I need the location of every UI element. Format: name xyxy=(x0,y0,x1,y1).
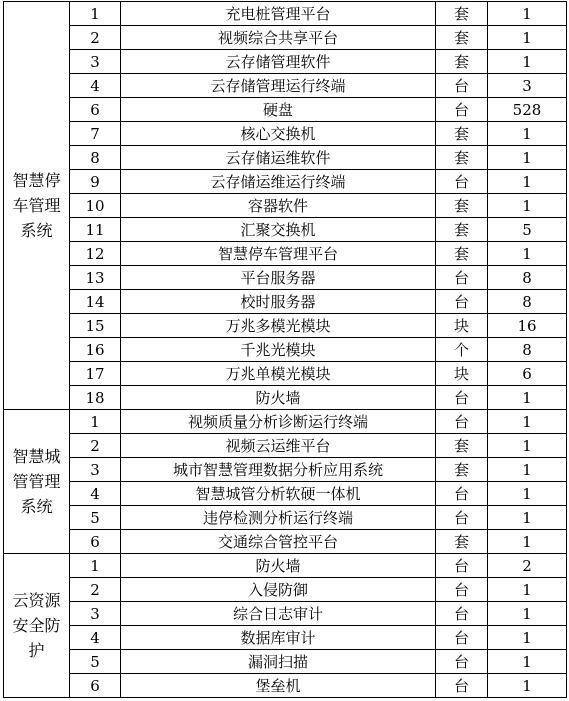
item-unit: 块 xyxy=(436,314,488,338)
item-unit: 台 xyxy=(436,482,488,506)
row-number: 16 xyxy=(70,338,121,362)
item-name: 城市智慧管理数据分析应用系统 xyxy=(121,458,436,482)
item-name: 综合日志审计 xyxy=(121,602,436,626)
item-name: 千兆光模块 xyxy=(121,338,436,362)
system-group-name: 智慧停车管理系统 xyxy=(4,2,70,410)
item-unit: 套 xyxy=(436,50,488,74)
system-group-name: 云资源安全防护 xyxy=(4,554,70,698)
row-number: 4 xyxy=(70,626,121,650)
row-number: 2 xyxy=(70,578,121,602)
item-name: 漏洞扫描 xyxy=(121,650,436,674)
item-unit: 套 xyxy=(436,434,488,458)
system-group-name: 智慧城管管理系统 xyxy=(4,410,70,554)
row-number: 5 xyxy=(70,650,121,674)
row-number: 4 xyxy=(70,482,121,506)
item-quantity: 1 xyxy=(488,410,567,434)
row-number: 3 xyxy=(70,458,121,482)
item-name: 万兆多模光模块 xyxy=(121,314,436,338)
item-name: 云存储运维运行终端 xyxy=(121,170,436,194)
item-quantity: 1 xyxy=(488,122,567,146)
table-row xyxy=(4,146,567,170)
table-row xyxy=(4,626,567,650)
table-row xyxy=(4,50,567,74)
item-unit: 个 xyxy=(436,338,488,362)
row-number: 14 xyxy=(70,290,121,314)
table-row xyxy=(4,482,567,506)
row-number: 3 xyxy=(70,602,121,626)
item-unit: 台 xyxy=(436,98,488,122)
item-quantity: 8 xyxy=(488,266,567,290)
item-name: 容器软件 xyxy=(121,194,436,218)
row-number: 2 xyxy=(70,434,121,458)
item-name: 防火墙 xyxy=(121,554,436,578)
table-row xyxy=(4,554,567,578)
table-row xyxy=(4,26,567,50)
item-quantity: 1 xyxy=(488,2,567,26)
item-quantity: 1 xyxy=(488,530,567,554)
row-number: 1 xyxy=(70,554,121,578)
table-row xyxy=(4,458,567,482)
item-unit: 台 xyxy=(436,410,488,434)
item-unit: 套 xyxy=(436,146,488,170)
row-number: 11 xyxy=(70,218,121,242)
item-unit: 套 xyxy=(436,530,488,554)
table-row xyxy=(4,2,567,26)
row-number: 8 xyxy=(70,146,121,170)
item-quantity: 1 xyxy=(488,146,567,170)
table-row xyxy=(4,290,567,314)
item-quantity: 6 xyxy=(488,362,567,386)
row-number: 7 xyxy=(70,122,121,146)
item-quantity: 1 xyxy=(488,242,567,266)
item-unit: 套 xyxy=(436,242,488,266)
row-number: 9 xyxy=(70,170,121,194)
item-quantity: 1 xyxy=(488,578,567,602)
table-row xyxy=(4,506,567,530)
table-row xyxy=(4,650,567,674)
item-name: 视频综合共享平台 xyxy=(121,26,436,50)
item-name: 入侵防御 xyxy=(121,578,436,602)
table-row xyxy=(4,578,567,602)
table-row xyxy=(4,122,567,146)
equipment-table-body xyxy=(4,2,567,698)
item-quantity: 1 xyxy=(488,482,567,506)
table-row xyxy=(4,314,567,338)
row-number: 5 xyxy=(70,506,121,530)
row-number: 4 xyxy=(70,74,121,98)
table-row xyxy=(4,434,567,458)
item-unit: 台 xyxy=(436,674,488,698)
item-quantity: 1 xyxy=(488,50,567,74)
item-unit: 套 xyxy=(436,218,488,242)
row-number: 15 xyxy=(70,314,121,338)
item-quantity: 1 xyxy=(488,626,567,650)
item-unit: 台 xyxy=(436,266,488,290)
item-unit: 台 xyxy=(436,554,488,578)
item-unit: 台 xyxy=(436,506,488,530)
item-name: 云存储管理软件 xyxy=(121,50,436,74)
table-row xyxy=(4,362,567,386)
item-name: 云存储管理运行终端 xyxy=(121,74,436,98)
row-number: 6 xyxy=(70,98,121,122)
item-unit: 套 xyxy=(436,26,488,50)
item-quantity: 1 xyxy=(488,506,567,530)
item-unit: 块 xyxy=(436,362,488,386)
item-name: 云存储运维软件 xyxy=(121,146,436,170)
item-name: 充电桩管理平台 xyxy=(121,2,436,26)
row-number: 12 xyxy=(70,242,121,266)
table-row xyxy=(4,194,567,218)
item-unit: 台 xyxy=(436,74,488,98)
item-name: 硬盘 xyxy=(121,98,436,122)
item-unit: 台 xyxy=(436,650,488,674)
item-unit: 套 xyxy=(436,194,488,218)
item-unit: 台 xyxy=(436,386,488,410)
item-name: 智慧停车管理平台 xyxy=(121,242,436,266)
item-quantity: 1 xyxy=(488,434,567,458)
item-name: 校时服务器 xyxy=(121,290,436,314)
row-number: 6 xyxy=(70,530,121,554)
item-quantity: 1 xyxy=(488,386,567,410)
item-unit: 套 xyxy=(436,122,488,146)
item-quantity: 1 xyxy=(488,602,567,626)
table-row xyxy=(4,98,567,122)
item-quantity: 1 xyxy=(488,26,567,50)
item-unit: 台 xyxy=(436,626,488,650)
item-unit: 台 xyxy=(436,602,488,626)
item-quantity: 1 xyxy=(488,458,567,482)
item-quantity: 8 xyxy=(488,338,567,362)
row-number: 6 xyxy=(70,674,121,698)
item-name: 数据库审计 xyxy=(121,626,436,650)
item-name: 平台服务器 xyxy=(121,266,436,290)
item-quantity: 5 xyxy=(488,218,567,242)
table-row xyxy=(4,170,567,194)
item-quantity: 1 xyxy=(488,170,567,194)
item-quantity: 2 xyxy=(488,554,567,578)
row-number: 10 xyxy=(70,194,121,218)
row-number: 13 xyxy=(70,266,121,290)
row-number: 17 xyxy=(70,362,121,386)
table-row xyxy=(4,242,567,266)
table-row xyxy=(4,74,567,98)
item-name: 核心交换机 xyxy=(121,122,436,146)
item-unit: 套 xyxy=(436,2,488,26)
item-name: 万兆单模光模块 xyxy=(121,362,436,386)
item-name: 防火墙 xyxy=(121,386,436,410)
item-quantity: 3 xyxy=(488,74,567,98)
item-quantity: 528 xyxy=(488,98,567,122)
table-row xyxy=(4,602,567,626)
row-number: 18 xyxy=(70,386,121,410)
item-quantity: 1 xyxy=(488,650,567,674)
item-quantity: 1 xyxy=(488,194,567,218)
item-name: 违停检测分析运行终端 xyxy=(121,506,436,530)
item-quantity: 16 xyxy=(488,314,567,338)
row-number: 3 xyxy=(70,50,121,74)
equipment-table xyxy=(3,1,567,698)
table-row xyxy=(4,266,567,290)
row-number: 1 xyxy=(70,2,121,26)
item-unit: 台 xyxy=(436,290,488,314)
item-name: 交通综合管控平台 xyxy=(121,530,436,554)
table-row xyxy=(4,218,567,242)
item-name: 智慧城管分析软硬一体机 xyxy=(121,482,436,506)
item-unit: 套 xyxy=(436,458,488,482)
row-number: 2 xyxy=(70,26,121,50)
item-name: 视频质量分析诊断运行终端 xyxy=(121,410,436,434)
item-name: 堡垒机 xyxy=(121,674,436,698)
item-unit: 台 xyxy=(436,578,488,602)
item-quantity: 8 xyxy=(488,290,567,314)
table-row xyxy=(4,386,567,410)
row-number: 1 xyxy=(70,410,121,434)
item-name: 汇聚交换机 xyxy=(121,218,436,242)
item-name: 视频云运维平台 xyxy=(121,434,436,458)
item-quantity: 1 xyxy=(488,674,567,698)
table-row xyxy=(4,674,567,698)
item-unit: 台 xyxy=(436,170,488,194)
table-row xyxy=(4,338,567,362)
table-row xyxy=(4,530,567,554)
table-row xyxy=(4,410,567,434)
